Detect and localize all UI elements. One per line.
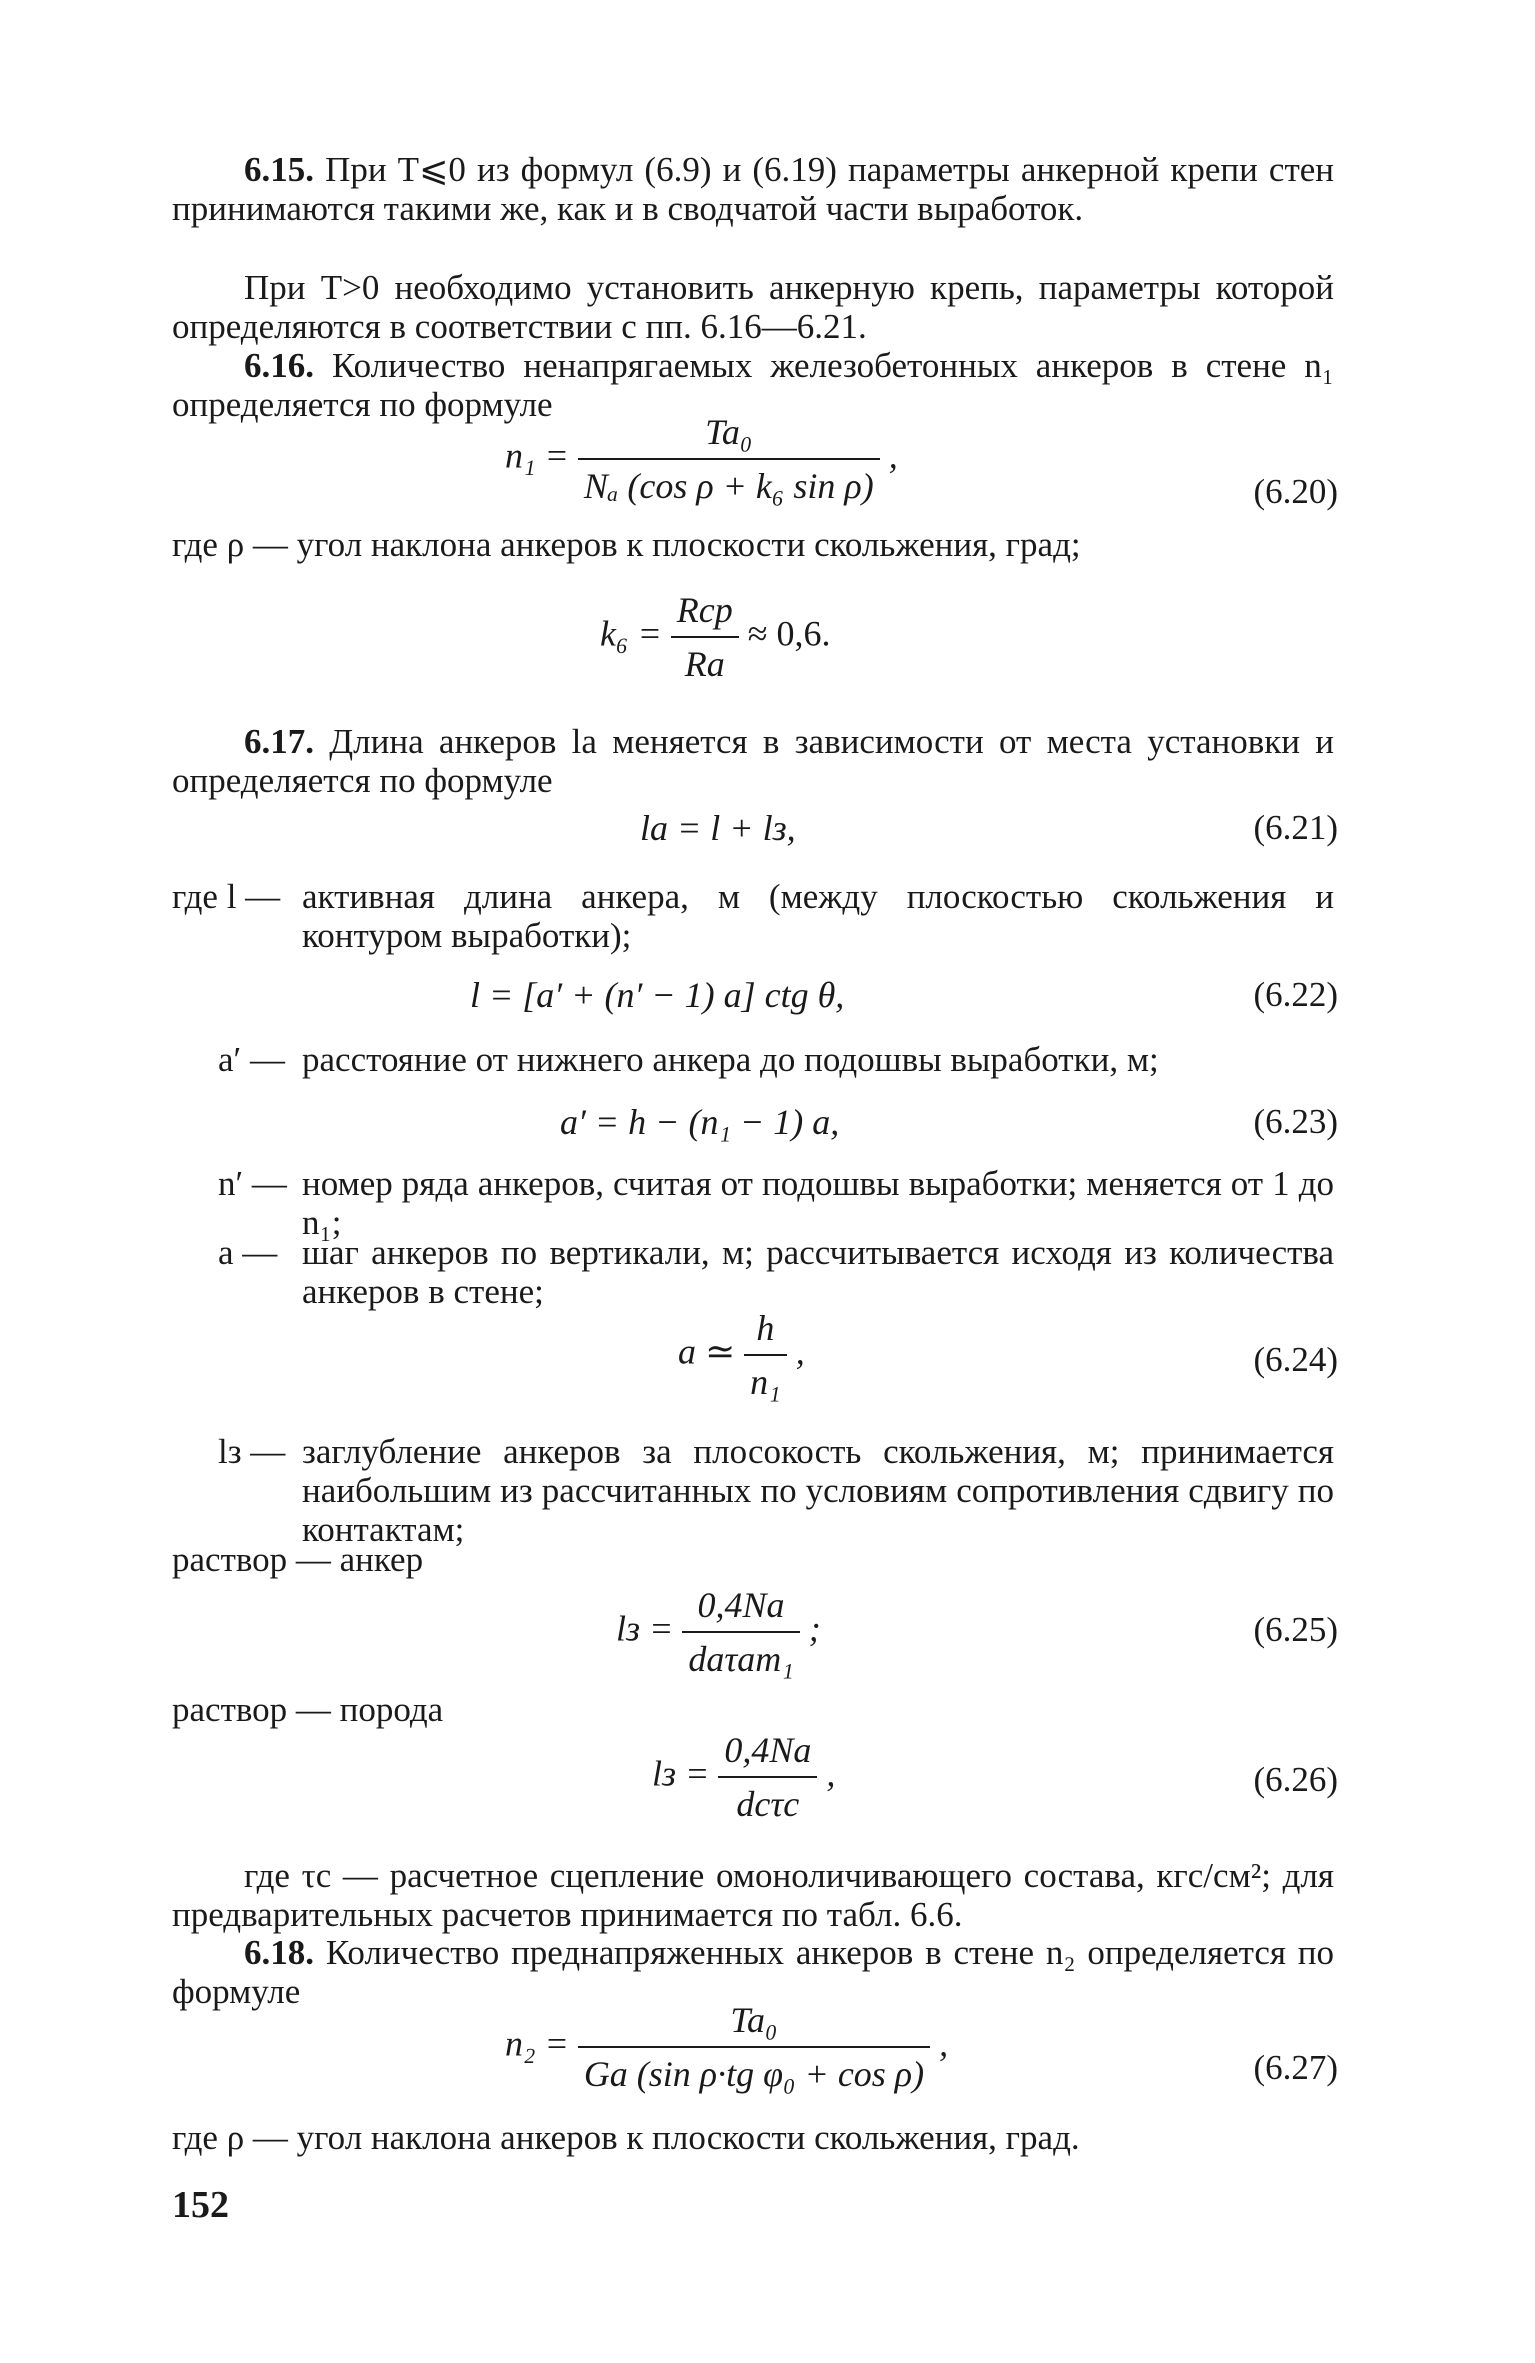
l3-definition-text: заглубление анкеров за плосокость скольжения, м; принимается наибольшим из рассчитанных по условиям сопротивления сдвигу по контактам;	[302, 1432, 1334, 1549]
equation-6-20-lhs: n₁ =	[505, 435, 569, 476]
rho-definition: где ρ — угол наклона анкеров к плоскости скольжения, град;	[172, 525, 1081, 564]
equation-k6-fraction	[671, 590, 739, 684]
l-definition	[172, 877, 1334, 955]
equation-6-24-tail: ,	[795, 1331, 805, 1372]
section-number-6-16: 6.16.	[244, 346, 314, 385]
paragraph-6-18-text: Количество преднапряженных анкеров в стене n₂ определяется по формуле	[172, 1933, 1335, 2011]
n-prime-definition-prefix: n′ —	[218, 1164, 287, 1203]
a-definition-text: шаг анкеров по вертикали, м; рассчитывается исходя из количества анкеров в стене;	[302, 1233, 1334, 1311]
equation-k6-denominator: Rа	[684, 644, 725, 684]
equation-6-22: l = [a′ + (n′ − 1) a] ctg θ,	[470, 975, 845, 1015]
equation-6-24-denominator: n₁	[750, 1362, 781, 1402]
equation-number-6-20: (6.20)	[1253, 472, 1338, 511]
equation-number-6-21: (6.21)	[1253, 808, 1338, 847]
n-prime-definition-text: номер ряда анкеров, считая от подошвы выработки; меняется от 1 до n₁;	[302, 1164, 1334, 1242]
rho-definition-final: где ρ — угол наклона анкеров к плоскости скольжения, град.	[172, 2118, 1080, 2157]
paragraph-6-17-text: Длина анкеров lа меняется в зависимости от места установки и определяется по формуле	[172, 722, 1335, 800]
equation-6-20-tail: ,	[888, 435, 898, 476]
equation-number-6-22: (6.22)	[1253, 975, 1338, 1014]
equation-k6-tail: ≈ 0,6.	[747, 613, 831, 654]
equation-6-24-fraction	[744, 1308, 787, 1402]
page-number: 152	[172, 2184, 229, 2226]
subheading-solution-anchor: раствор — анкер	[172, 1540, 424, 1579]
equation-6-26-fraction	[718, 1730, 817, 1824]
equation-6-26-denominator: dсτс	[736, 1784, 800, 1824]
equation-6-20-fraction	[578, 412, 880, 506]
equation-number-6-25: (6.25)	[1253, 1610, 1338, 1649]
equation-6-20-numerator: Ta₀	[578, 412, 880, 460]
equation-6-26-lhs: lз =	[652, 1753, 710, 1794]
a-definition	[218, 1233, 1334, 1311]
equation-6-27-denominator: Gа (sin ρ·tg φ₀ + cos ρ)	[583, 2054, 925, 2094]
equation-6-24	[678, 1308, 805, 1402]
equation-number-6-27: (6.27)	[1253, 2048, 1338, 2087]
equation-k6	[600, 590, 831, 684]
equation-k6-lhs: k₆ =	[600, 613, 662, 654]
equation-6-25-denominator: dаτаm₁	[688, 1639, 794, 1679]
a-definition-prefix: a —	[218, 1233, 278, 1272]
l3-definition	[218, 1432, 1334, 1549]
equation-6-27	[505, 2000, 948, 2094]
paragraph-6-15-continued	[172, 268, 1334, 346]
a-prime-definition	[218, 1040, 1334, 1079]
l-definition-text: активная длина анкера, м (между плоскостью скольжения и контуром выработки);	[302, 877, 1334, 955]
tau-definition	[172, 1856, 1334, 1934]
paragraph-6-15-continued-text: При T>0 необходимо установить анкерную крепь, параметры которой определяются в соответствии с пп. 6.16—6.21.	[172, 268, 1334, 346]
equation-6-25	[616, 1585, 821, 1679]
equation-number-6-24: (6.24)	[1253, 1340, 1338, 1379]
paragraph-6-16-text: Количество ненапрягаемых железобетонных анкеров в стене n₁ определяется по формуле	[172, 346, 1335, 424]
equation-6-26	[652, 1730, 835, 1824]
equation-6-21: lа = l + lз,	[640, 808, 796, 848]
a-prime-definition-prefix: a′ —	[218, 1040, 285, 1079]
equation-6-25-fraction	[682, 1585, 799, 1679]
section-number-6-18: 6.18.	[244, 1933, 314, 1972]
equation-6-27-lhs: n₂ =	[505, 2023, 569, 2064]
equation-number-6-26: (6.26)	[1253, 1760, 1338, 1799]
paragraph-6-15	[172, 150, 1334, 228]
section-number-6-17: 6.17.	[244, 722, 314, 761]
equation-6-20	[505, 412, 898, 506]
equation-6-24-numerator: h	[744, 1308, 787, 1356]
equation-6-25-lhs: lз =	[616, 1608, 674, 1649]
section-number-6-15: 6.15.	[244, 150, 314, 189]
tau-definition-text: где τс — расчетное сцепление омоноличивающего состава, кгс/см²; для предварительных расчетов принимается по табл. 6.6.	[172, 1856, 1334, 1934]
equation-k6-numerator: Rср	[671, 590, 739, 638]
equation-6-25-numerator: 0,4Nа	[682, 1585, 799, 1633]
equation-number-6-23: (6.23)	[1253, 1102, 1338, 1141]
equation-6-26-tail: ,	[826, 1753, 836, 1794]
equation-6-27-fraction	[578, 2000, 930, 2094]
l3-definition-prefix: lз —	[218, 1432, 286, 1471]
equation-6-24-lhs: a ≃	[678, 1331, 736, 1372]
subheading-solution-rock: раствор — порода	[172, 1690, 444, 1729]
equation-6-20-denominator: Nₐ (cos ρ + k₆ sin ρ)	[583, 466, 874, 506]
l-definition-prefix: где l —	[172, 877, 281, 916]
equation-6-27-numerator: Ta₀	[578, 2000, 930, 2048]
equation-6-23: a′ = h − (n₁ − 1) a,	[560, 1102, 840, 1142]
paragraph-6-15-text: При T⩽0 из формул (6.9) и (6.19) параметры анкерной крепи стен принимаются такими же, как и в сводчатой части выработок.	[172, 150, 1335, 228]
paragraph-6-17	[172, 722, 1334, 800]
n-prime-definition	[218, 1164, 1334, 1242]
equation-6-25-tail: ;	[808, 1608, 821, 1649]
equation-6-27-tail: ,	[939, 2023, 949, 2064]
a-prime-definition-text: расстояние от нижнего анкера до подошвы выработки, м;	[302, 1040, 1159, 1079]
equation-6-26-numerator: 0,4Nа	[718, 1730, 817, 1778]
